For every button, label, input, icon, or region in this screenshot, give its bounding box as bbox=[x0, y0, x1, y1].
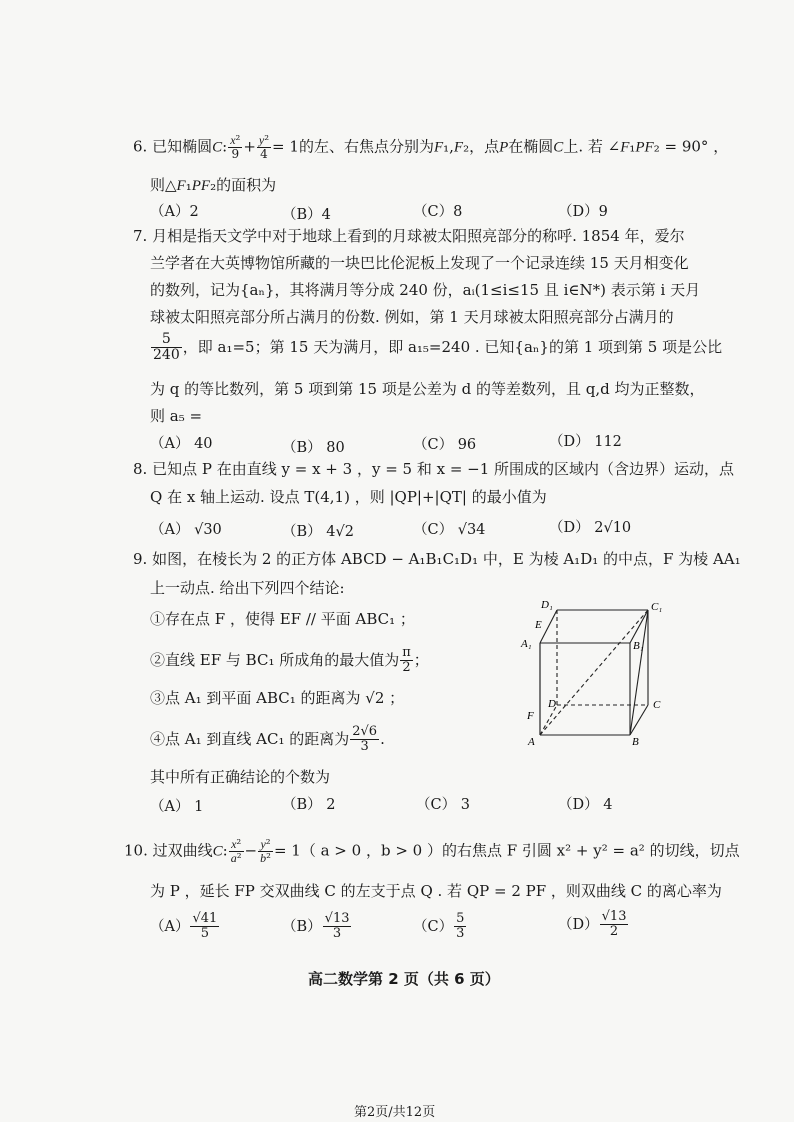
q6-text: 的面积为 bbox=[216, 176, 277, 194]
q9-claim-2: ②直线 EF 与 BC₁ 所成角的最大值为 $\frac{\pi}{2}$ ； bbox=[150, 645, 429, 676]
label-a1: A₁ bbox=[521, 638, 532, 650]
exam-page-footer: 高二数学第 2 页（共 6 页） bbox=[308, 970, 500, 988]
question-9-line-1 bbox=[133, 548, 741, 569]
question-number: 7. bbox=[133, 227, 148, 245]
question-7-line-2: 兰学者在大英博物馆所藏的一块巴比伦泥板上发现了一个记录连续 15 天月相变化 bbox=[150, 254, 689, 272]
q7-text: ，即 a₁=5；第 15 天为满月，即 a₁₅=240 . 已知{aₙ}的第 1 项到第 5 项是公比 bbox=[182, 337, 723, 356]
option-label: （C） bbox=[413, 918, 454, 935]
option-label: （B） bbox=[282, 918, 322, 935]
q9-option-b: （B） 2 bbox=[282, 797, 336, 813]
label-f: F bbox=[527, 710, 534, 722]
question-10-line-2: 为 P ，延长 FP 交双曲线 C 的左支于点 Q . 若 QP = 2 PF ，则双曲线 C 的离心率为 bbox=[150, 882, 722, 900]
q6-text: ，点 bbox=[469, 137, 500, 156]
fraction-denominator: 2 bbox=[609, 924, 619, 940]
q9-summary: 其中所有正确结论的个数为 bbox=[150, 768, 331, 786]
question-7-line-4: 球被太阳照亮部分所占满月的份数. 例如，第 1 天月球被太阳照亮部分占满月的 bbox=[150, 308, 674, 326]
q9-text: 如图，在棱长为 2 的正方体 ABCD − A₁B₁C₁D₁ 中，E 为棱 A₁D₁ 的中点，F 为棱 AA₁ bbox=[152, 550, 741, 568]
q6-text: 已知椭圆 bbox=[152, 137, 213, 156]
question-6-line-1: 6. 已知椭圆C: $\frac{\text{x²}}{9}$ + $\frac{\text{y²}}{4}$ = 1的左、右焦点分别为F₁,F₂，点P在椭圆C上. 若 ∠F₁PF₂ = 90° ， bbox=[133, 133, 729, 162]
question-6-line-2: 则△F₁PF₂的面积为 bbox=[150, 176, 277, 194]
q7-option-b: （B） 80 bbox=[282, 440, 345, 456]
question-7-line-1 bbox=[133, 225, 685, 246]
question-number: 6. bbox=[133, 137, 148, 156]
label-b1: B₁ bbox=[633, 640, 644, 652]
question-8-line-2: Q 在 x 轴上运动. 设点 T(4,1) ，则 |QP|+|QT| 的最小值为 bbox=[150, 488, 547, 506]
q9-option-d: （D） 4 bbox=[558, 797, 613, 813]
q9-claim-3: ③点 A₁ 到平面 ABC₁ 的距离为 √2 ； bbox=[150, 689, 405, 707]
q10-text: （ a > 0 ，b > 0 ）的右焦点 F 引圆 x² + y² = a² 的切线，切点 bbox=[300, 841, 740, 860]
document-pager: 第2页/共12页 bbox=[354, 1105, 436, 1120]
option-label: （D） bbox=[558, 916, 599, 933]
q6-text: 的左、右焦点分别为 bbox=[298, 137, 434, 156]
q10-option-b bbox=[282, 912, 352, 942]
question-7-line-3: 的数列，记为{aₙ}，其将满月等分成 240 份，aᵢ(1≤i≤15 且 i∈N*) 表示第 i 天月 bbox=[150, 281, 701, 299]
q9-option-c: （C） 3 bbox=[416, 797, 470, 813]
fraction-denominator: 5 bbox=[200, 926, 210, 942]
label-c: C bbox=[653, 699, 661, 711]
q9-claim-text: ④点 A₁ 到直线 AC₁ 的距离为 bbox=[150, 729, 350, 748]
question-9-line-2: 上一动点. 给出下列四个结论: bbox=[150, 579, 345, 597]
question-10-line-1: 10. 过双曲线C: $\frac{\text{x²}}{\text{a²}}$ − $\frac{\text{y²}}{\text{b²}}$ = 1（ a > 0 ，b > 0 ）的右焦点 F 引圆 x² + y² = a² 的切线，切点 bbox=[124, 837, 740, 866]
q10-text: 过双曲线 bbox=[152, 841, 213, 860]
q10-option-d bbox=[558, 910, 629, 940]
question-7-line-7: 则 a₅ = bbox=[150, 407, 203, 425]
question-7-line-5 bbox=[150, 332, 722, 364]
q8-option-d: （D） 2√10 bbox=[549, 520, 632, 536]
fraction-denominator: 3 bbox=[360, 739, 369, 755]
question-7-line-6: 为 q 的等比数列，第 5 项到第 15 项是公差为 d 的等差数列，且 q,d 均为正整数， bbox=[150, 380, 705, 398]
fraction-denominator: 240 bbox=[153, 347, 180, 364]
q10-option-a bbox=[150, 912, 220, 942]
q6-option-d: （D）9 bbox=[558, 204, 608, 220]
q9-claim-1: ①存在点 F ，使得 EF // 平面 ABC₁ ； bbox=[150, 610, 415, 628]
q6-text: 上. 若 bbox=[563, 137, 603, 156]
q9-option-a: （A） 1 bbox=[150, 799, 204, 815]
cube-figure bbox=[515, 595, 675, 750]
q8-text: 已知点 P 在由直线 y = x + 3 ，y = 5 和 x = −1 所围成的区域内（含边界）运动，点 bbox=[152, 460, 735, 478]
label-a: A bbox=[528, 736, 535, 748]
q6-text: 则△ bbox=[150, 176, 177, 194]
fraction-numerator: √41 bbox=[192, 911, 218, 926]
fraction-numerator: √13 bbox=[324, 911, 350, 926]
question-number: 8. bbox=[133, 460, 148, 478]
q6-text: 在椭圆 bbox=[508, 137, 554, 156]
fraction-denominator: 3 bbox=[456, 926, 465, 942]
question-number: 10. bbox=[124, 841, 148, 860]
fraction-denominator: 2 bbox=[402, 660, 411, 676]
fraction-numerator: 2√6 bbox=[352, 724, 378, 739]
fraction-numerator: π bbox=[402, 645, 411, 660]
question-8-line-1 bbox=[133, 458, 734, 479]
label-e: E bbox=[535, 619, 542, 631]
q6-option-a: （A）2 bbox=[150, 204, 199, 220]
fraction-numerator: √13 bbox=[601, 909, 627, 924]
question-number: 9. bbox=[133, 550, 148, 568]
label-c1: C₁ bbox=[651, 601, 663, 613]
q9-claim-4: ④点 A₁ 到直线 AC₁ 的距离为 $\frac{2√6}{3}$ . bbox=[150, 724, 385, 755]
q7-text: 月相是指天文学中对于地球上看到的月球被太阳照亮部分的称呼. 1854 年，爱尔 bbox=[152, 227, 685, 245]
fraction-numerator: 5 bbox=[456, 911, 465, 926]
q10-option-c bbox=[413, 912, 467, 942]
q9-claim-text: ②直线 EF 与 BC₁ 所成角的最大值为 bbox=[150, 650, 400, 669]
q6-option-c: （C）8 bbox=[413, 204, 463, 220]
q7-option-d: （D） 112 bbox=[549, 434, 622, 450]
q8-option-a: （A） √30 bbox=[150, 522, 222, 538]
q8-option-c: （C） √34 bbox=[413, 522, 486, 538]
label-d: D bbox=[548, 698, 556, 710]
fraction-denominator: 3 bbox=[332, 926, 342, 942]
q6-option-b: （B）4 bbox=[282, 207, 331, 223]
option-label: （A） bbox=[150, 918, 190, 935]
q8-option-b: （B） 4√2 bbox=[282, 524, 354, 540]
label-b: B bbox=[632, 736, 639, 748]
q7-option-c: （C） 96 bbox=[413, 437, 477, 453]
label-d1: D₁ bbox=[541, 599, 553, 611]
fraction-numerator: 5 bbox=[151, 332, 182, 348]
q7-option-a: （A） 40 bbox=[150, 436, 213, 452]
